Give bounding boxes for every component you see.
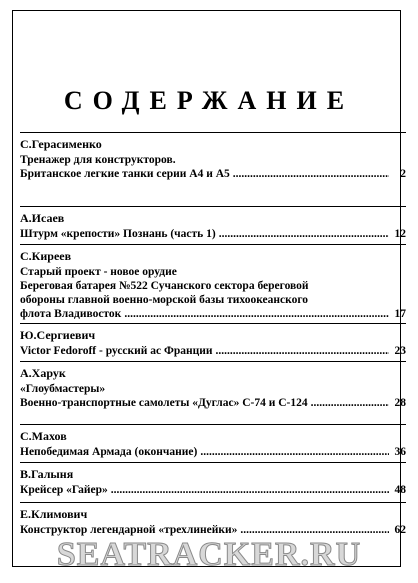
dot-leader	[240, 523, 389, 537]
entry-title-last-line	[20, 167, 406, 181]
entry-title-text: Крейсер «Гайер»	[20, 484, 108, 496]
page-number: 62	[394, 524, 406, 536]
entry-title-text: Непобедимая Армада (окончание)	[20, 446, 198, 458]
entry-title-text: Военно-транспортные самолеты «Дуглас» С-74 и С-124	[20, 397, 308, 409]
entry-author: С.Киреев	[20, 249, 72, 263]
dot-leader	[219, 227, 389, 241]
dot-leader	[311, 396, 389, 410]
dot-leader	[111, 483, 389, 497]
entry-author: С.Махов	[20, 429, 67, 443]
toc-entry[interactable]	[20, 206, 406, 244]
entry-title-text: Victor Fedoroff - русский ас Франции	[20, 345, 213, 357]
page-number: 36	[394, 446, 406, 458]
toc-entry[interactable]	[20, 462, 406, 502]
entry-title-line: «Глоубмастеры»	[20, 383, 106, 395]
entry-title-line: обороны главной военно-морской базы тихоокеанского	[20, 294, 309, 306]
page-number: 48	[394, 484, 406, 496]
entry-author: А.Исаев	[20, 211, 65, 225]
entry-title-last-line	[20, 523, 406, 537]
table-of-contents	[20, 132, 406, 552]
entry-title-line: Тренажер для конструкторов.	[20, 154, 176, 166]
toc-entry[interactable]	[20, 424, 406, 462]
dot-leader	[124, 307, 389, 321]
entry-title-last-line	[20, 445, 406, 459]
entry-author: С.Герасименко	[20, 137, 102, 151]
entry-title-last-line	[20, 396, 406, 410]
watermark: SEATRACKER.RU	[56, 536, 362, 573]
entry-title-text: флота Владивосток	[20, 308, 122, 320]
page-number: 12	[394, 228, 406, 240]
dot-leader	[200, 445, 389, 459]
toc-entry[interactable]	[20, 361, 406, 424]
dot-leader	[216, 344, 389, 358]
dot-leader	[233, 167, 389, 181]
entry-title-last-line	[20, 227, 406, 241]
entry-author: А.Харук	[20, 366, 66, 380]
entry-title-text: Британское легкие танки серии А4 и А5	[20, 168, 230, 180]
entry-title-last-line	[20, 483, 406, 497]
page-number: 28	[394, 397, 406, 409]
entry-author: В.Галыня	[20, 467, 74, 481]
entry-title-last-line	[20, 307, 406, 321]
entry-title-text: Конструктор легендарной «трехлинейки»	[20, 524, 238, 536]
entry-title-line: Береговая батарея №522 Сучанского сектора береговой	[20, 280, 309, 292]
page-number: 23	[394, 345, 406, 357]
toc-entry[interactable]	[20, 132, 406, 206]
toc-entry[interactable]	[20, 323, 406, 361]
entry-title-last-line	[20, 344, 406, 358]
entry-author: Ю.Сергиевич	[20, 328, 96, 342]
toc-entry[interactable]	[20, 244, 406, 323]
page-number: 17	[394, 308, 406, 320]
entry-title-text: Штурм «крепости» Познань (часть 1)	[20, 228, 216, 240]
page-title: СОДЕРЖАНИЕ	[63, 86, 355, 115]
entry-author: Е.Климович	[20, 507, 88, 521]
entry-title-line: Старый проект - новое орудие	[20, 266, 177, 278]
page-number: 2	[400, 168, 406, 180]
